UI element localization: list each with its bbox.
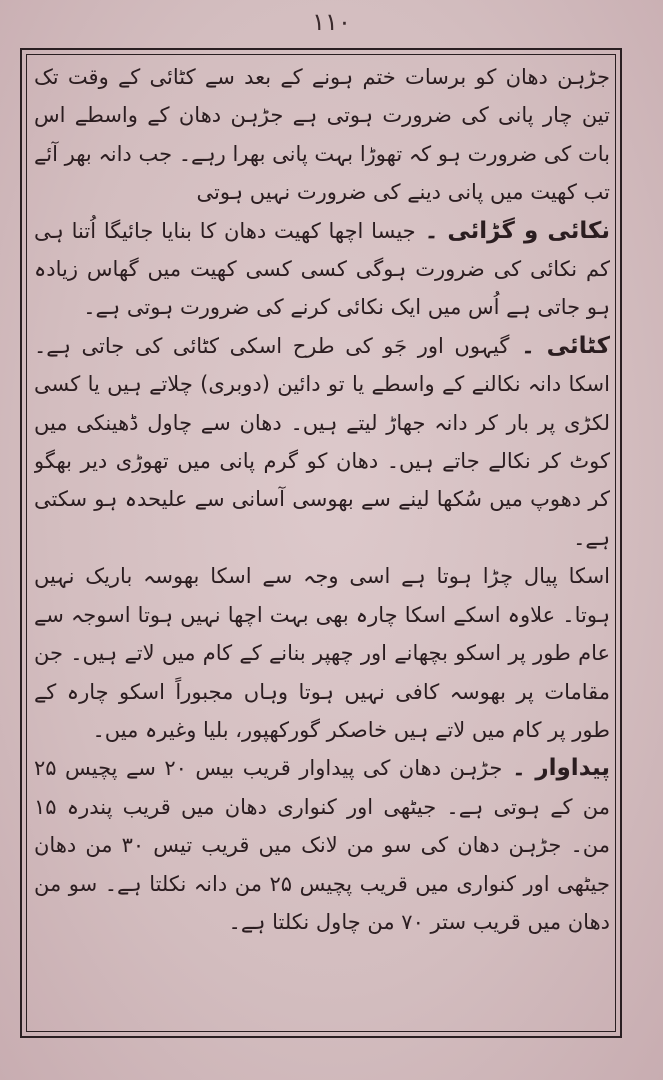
page-text-block xyxy=(34,58,610,1026)
paragraph xyxy=(34,212,610,327)
section-heading: پیداوار ۔ xyxy=(502,755,610,782)
paragraph xyxy=(34,749,610,941)
paragraph xyxy=(34,327,610,557)
paragraph-text: جڑہن دھان کی پیداوار قریب بیس ۲۰ سے پچیس ۲۵ من کے ہوتی ہے۔ جیٹھی اور کنواری دھان میں قریب پندرہ ۱۵ من۔ جڑہن دھان کی سو من لانک میں قریب تیس ۳۰ من دھان جیٹھی اور کنواری میں قریب پچیس ۲۵ من دانہ نکلتا ہے۔ سو من دھان میں قریب ستر ۷۰ من چاول نکلتا ہے۔ xyxy=(34,756,610,934)
paragraph xyxy=(34,557,610,749)
paragraph-text: گیہوں اور جَو کی طرح اسکی کٹائی کی جاتی ہے۔ اسکا دانہ نکالنے کے واسطے یا تو دائین (دوبری) چلاتے ہیں یا کسی لکڑی پر بار کر دانہ جھاڑ لیتے ہیں۔ دھان سے چاول ڈھینکی میں کوٹ کر نکالے جاتے ہیں۔ دھان کو گرم پانی میں تھوڑی دیر بھگو کر دھوپ میں سُکھا لینے سے بھوسی آسانی سے علیحدہ ہو سکتی ہے۔ xyxy=(34,333,610,550)
section-heading: کٹائی ۔ xyxy=(509,332,610,359)
paragraph-text: جیسا اچھا کھیت دھان کا بنایا جائیگا اُتنا ہی کم نکائی کی ضرورت ہوگی کسی کسی کھیت میں گھاس زیادہ ہو جاتی ہے اُس میں ایک نکائی کرنے کی ضرورت ہوتی ہے۔ xyxy=(34,218,610,320)
paragraph-text: جڑہن دھان کو برسات ختم ہونے کے بعد سے کٹائی کے وقت تک تین چار پانی کی ضرورت ہوتی ہے جڑہن دھان کے واسطے اس بات کی ضرورت ہو کہ تھوڑا بہت پانی بھرا رہے۔ جب دانہ بھر آئے تب کھیت میں پانی دینے کی ضرورت نہیں ہوتی xyxy=(34,65,610,205)
section-heading: نکائی و گڑائی ۔ xyxy=(415,217,610,244)
paragraph xyxy=(34,58,610,212)
paragraph-text: اسکا پیال چڑا ہوتا ہے اسی وجہ سے اسکا بھوسہ باریک نہیں ہوتا۔ علاوہ اسکے اسکا چارہ بھی بہت اچھا نہیں ہوتا اسوجہ سے عام طور پر اسکو بچھانے اور چھپر بنانے کے کام میں لاتے ہیں۔ جن مقامات پر بھوسہ کافی نہیں ہوتا وہاں مجبوراً اسکو چارہ کے طور پر کام میں لاتے ہیں خاصکر گورکھپور، بلیا وغیرہ میں۔ xyxy=(34,564,610,742)
page-number: ۱۱۰ xyxy=(312,8,351,36)
